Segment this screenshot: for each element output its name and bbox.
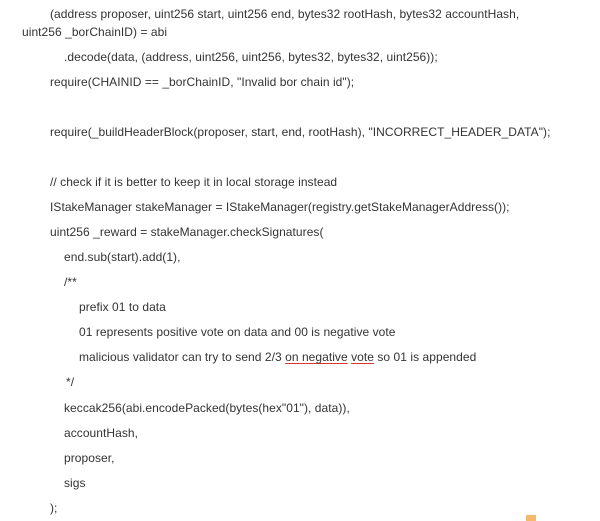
text-segment: malicious validator can try to send 2/3: [79, 350, 286, 364]
spellcheck-underline: on negative: [285, 350, 348, 364]
code-line: require(CHAINID == _borChainID, "Invalid bor chain id");: [50, 75, 355, 89]
code-line: );: [50, 501, 58, 515]
code-line: keccak256(abi.encodePacked(bytes(hex"01"), data)),: [64, 401, 350, 415]
code-line: uint256 _reward = stakeManager.checkSignatures(: [50, 225, 324, 239]
code-line: accountHash,: [64, 426, 138, 440]
code-line: IStakeManager stakeManager = IStakeManager(registry.getStakeManagerAddress());: [50, 200, 510, 214]
code-comment: /**: [64, 275, 77, 289]
code-comment: prefix 01 to data: [79, 300, 166, 314]
watermark-mark: [526, 515, 536, 521]
code-line: end.sub(start).add(1),: [64, 250, 181, 264]
code-comment: */: [66, 375, 75, 389]
code-line: .decode(data, (address, uint256, uint256, bytes32, bytes32, uint256));: [64, 50, 438, 64]
text-segment: so 01 is appended: [374, 350, 477, 364]
code-line: (address proposer, uint256 start, uint256 end, bytes32 rootHash, bytes32 accountHash,: [50, 7, 520, 21]
code-line: proposer,: [64, 451, 115, 465]
code-line: require(_buildHeaderBlock(proposer, start, end, rootHash), "INCORRECT_HEADER_DATA");: [50, 125, 551, 139]
code-line: uint256 _borChainID) = abi: [22, 25, 168, 39]
code-comment-malicious: [79, 350, 476, 364]
spellcheck-underline: vote: [351, 350, 374, 364]
code-comment: // check if it is better to keep it in local storage instead: [50, 175, 338, 189]
code-comment: 01 represents positive vote on data and 00 is negative vote: [79, 325, 396, 339]
code-line: sigs: [64, 476, 86, 490]
